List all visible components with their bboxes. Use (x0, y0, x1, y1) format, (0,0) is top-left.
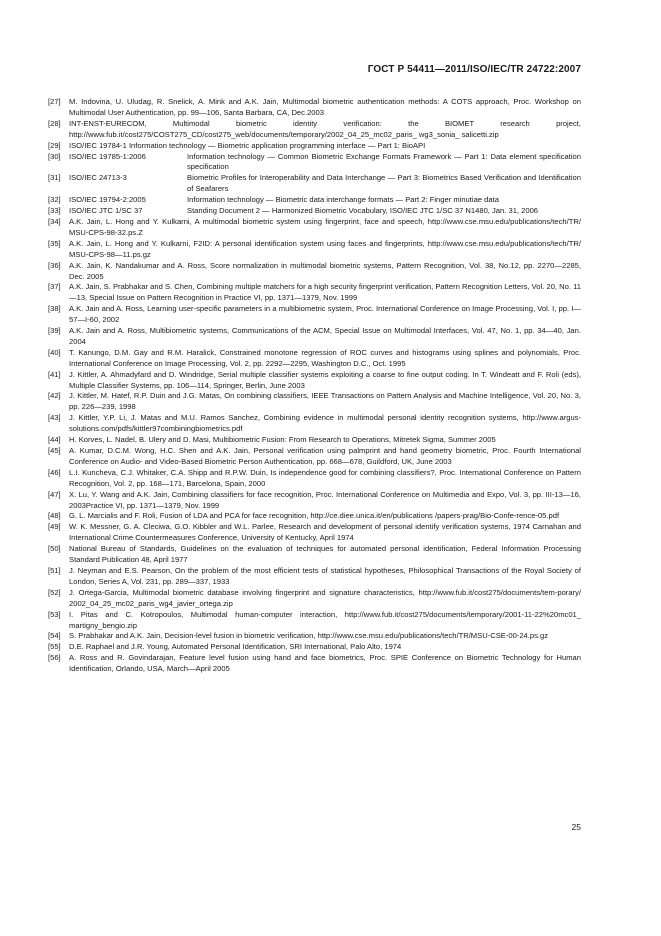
reference-item (48, 206, 581, 217)
reference-item (48, 152, 581, 174)
reference-number: [49] (48, 522, 61, 532)
reference-number: [30] (48, 151, 61, 161)
reference-item (48, 391, 581, 413)
reference-text: I. Pitas and C. Kotropoulos, Multimodal human-computer interaction, http://www.fub.it/cost275/documents/temporary/2001-11-22%20mc01_ martigny_bengio.zip (69, 609, 581, 630)
reference-number: [54] (48, 631, 61, 641)
document-header: ГОСТ Р 54411—2011/ISO/IEC/TR 24722:2007 (367, 64, 581, 75)
reference-number: [52] (48, 587, 61, 597)
reference-text: A. Ross and R. Govindarajan, Feature level fusion using hand and face biometrics, Proc. SPIE Conference on Biometric Technology for Human Identification, Orlando, USA, March—April 2005 (69, 653, 581, 674)
reference-text: J. Kittler, A. Ahmadyfard and D. Windridge, Serial multiple classifier systems exploiting a coarse to fine output coding. In T. Windeatt and F. Roli (eds), Multiple Classifier Systems, pp. 106—114, Springer, Berlin, June 2003 (69, 369, 581, 390)
reference-number: [42] (48, 391, 61, 401)
reference-item (48, 522, 581, 544)
reference-number: [35] (48, 238, 61, 248)
reference-number: [41] (48, 369, 61, 379)
reference-number: [38] (48, 304, 61, 314)
reference-standard-code: ISO/IEC 19785-1:2006 (69, 151, 146, 161)
reference-item (48, 631, 581, 642)
reference-item (48, 326, 581, 348)
reference-number: [51] (48, 565, 61, 575)
reference-text: G. L. Marcialis and F. Roli, Fusion of LDA and PCA for face recognition, http://ce.diee.unica.it/en/publications /papers-prag/Bio-Confe-rence-05.pdf (69, 511, 560, 521)
reference-item (48, 435, 581, 446)
reference-item (48, 446, 581, 468)
reference-number: [55] (48, 642, 61, 652)
reference-text: L.I. Kuncheva, C.J. Whitaker, C.A. Shipp and R.P.W. Duin, Is independence good for combining classifiers?, Proc. International Conference on Pattern Recognition, Vol. 2, pp. 168—171, Barcelona, Spain, 2000 (69, 467, 581, 488)
reference-number: [46] (48, 467, 61, 477)
reference-item (48, 239, 581, 261)
reference-text: A.K. Jain, L. Hong and Y. Kulkarni, F2ID: A personal identification system using faces and fingerprints, http://www.cse.msu.edu/publications/tech/TR/ MSU-CPS-98—11.ps.gz (69, 238, 581, 259)
reference-number: [27] (48, 97, 61, 106)
reference-standard-title: Information technology — Biometric data interchange formats — Part 2: Finger minutiae data (187, 195, 499, 205)
reference-text: S. Prabhakar and A.K. Jain, Decision-level fusion in biometric verification, http://www.cse.msu.edu/publications/tech/TR/MSU-CSE-00-24.ps.gz (69, 631, 549, 641)
reference-number: [44] (48, 435, 61, 445)
reference-text: A.K. Jain, K. Nandakumar and A. Ross, Score normalization in multimodal biometric systems, Pattern Recognition, Vol. 38, No.12, pp. 2270—2285, Dec. 2005 (69, 260, 581, 281)
reference-item (48, 642, 581, 653)
reference-standard-code: ISO/IEC 24713-3 (69, 173, 127, 183)
reference-number: [29] (48, 140, 61, 150)
reference-item (48, 370, 581, 392)
reference-item (48, 304, 581, 326)
reference-item (48, 97, 581, 119)
reference-text: W. K. Messner, G. A. Cleciwa, G.O. Kibbler and W.L. Parlee, Research and development of personal identify verification systems, 1974 Carnahan and International Crime Countermeasures Conference, University of Kentucky, April 1974 (69, 522, 581, 543)
reference-number: [33] (48, 206, 61, 216)
reference-text: ISO/IEC 19784-1 Information technology — Biometric application programming interface — Part 1: BioAPI (69, 140, 426, 150)
reference-number: [37] (48, 282, 61, 292)
reference-number: [50] (48, 544, 61, 554)
reference-item (48, 173, 581, 195)
reference-text: J. Kittler, M. Hatef, R.P. Duin and J.G. Matas, On combining classifiers, IEEE Transactions on Pattern Analysis and Machine Intelligence, Vol. 20, No. 3, pp. 226—239, 1998 (69, 391, 581, 412)
reference-item (48, 119, 581, 141)
reference-text: A.K. Jain, L. Hong and Y. Kulkarni, A multimodal biometric system using fingerprint, face and speech, http://www.cse.msu.edu/publications/tech/TR/ MSU-CPS-98-32.ps.Z (69, 216, 581, 237)
reference-text: J. Neyman and E.S. Pearson, On the problem of the most efficient tests of statistical hypotheses, Philosophical Transactions of the Royal Society of London, Series A, Vol. 231, pp. 289—337, 1933 (69, 565, 581, 586)
reference-item (48, 195, 581, 206)
reference-item (48, 490, 581, 512)
reference-item (48, 566, 581, 588)
reference-standard-title: Standing Document 2 — Harmonized Biometric Vocabulary, ISO/IEC JTC 1/SC 37 N1480, Jan. 31, 2006 (187, 206, 539, 216)
reference-text: A.K. Jain, S. Prabhakar and S. Chen, Combining multiple matchers for a high security fingerprint verification, Pattern Recognition Letters, Vol. 20, No. 11—13, Special Issue on Pattern Recognition in Practice VI, pp. 1371—1379, Nov. 1999 (69, 282, 581, 303)
reference-item (48, 217, 581, 239)
reference-number: [28] (48, 118, 61, 128)
reference-number: [43] (48, 413, 61, 423)
reference-text: H. Korves, L. Nadel, B. Ulery and D. Masi, Multibiometric Fusion: From Research to Operations, Mitretek Sigma, Summer 2005 (69, 435, 496, 445)
reference-number: [39] (48, 326, 61, 336)
reference-text: National Bureau of Standards, Guidelines on the evaluation of techniques for automated personal identification, Federal Information Processing Standard Publication 48, April 1977 (69, 544, 581, 565)
reference-list (48, 97, 581, 675)
reference-item (48, 544, 581, 566)
reference-text: D.E. Raphael and J.R. Young, Automated Personal Identification, SRI International, Palo Alto, 1974 (69, 642, 402, 652)
reference-item (48, 653, 581, 675)
reference-text: T. Kanungo, D.M. Gay and R.M. Haralick, Constrained monotone regression of ROC curves and histograms using splines and polynomials, Proc. International Conference on Image Processing, Vol. 2, pp. 2292—2295, Washington D.C., Oct. 1995 (69, 347, 581, 368)
reference-text: J. Kittler, Y.P. Li, J. Matas and M.U. Ramos Sanchez, Combining evidence in multimodal personal identity recognition systems, http://www.argus-solutions.com/pdfs/kittler97combiningbiometrics.pdf (69, 413, 581, 434)
reference-number: [47] (48, 489, 61, 499)
reference-text: A.K. Jain and A. Ross, Learning user-specific parameters in a multibiometric system, Proc. International Conference on Image Processing, Vol. I, pp. I—57—I-60, 2002 (69, 304, 581, 325)
reference-standard-title: Biometric Profiles for Interoperability and Data Interchange — Part 3: Biometrics Based Verification and Identification of Seafarers (187, 173, 581, 194)
reference-standard-code: ISO/IEC 19794-2:2005 (69, 195, 146, 205)
reference-item (48, 348, 581, 370)
reference-number: [34] (48, 216, 61, 226)
reference-text: J. Ortega-Garcia, Multimodal biometric database involving fingerprint and signature characteristics, http://www.fub.it/cost275/documents/tem-porary/ 2002_04_25_mc02_paris_wg4_javier_ortega.zip (69, 587, 581, 608)
reference-text: INT-ENST-EURECOM, Multimodal biometric identity verification: the BIOMET research project, http://www.fub.it/cost275/COST275_CD/cost275_web/documents/temporary/2002_04_25_mc02_paris_ wg3_sonia_ salicetti.zip (69, 118, 581, 139)
reference-item (48, 413, 581, 435)
reference-number: [56] (48, 653, 61, 663)
reference-item (48, 511, 581, 522)
reference-item (48, 610, 581, 632)
reference-number: [31] (48, 173, 61, 183)
reference-item (48, 588, 581, 610)
reference-item (48, 261, 581, 283)
reference-number: [40] (48, 347, 61, 357)
reference-standard-title: Information technology — Common Biometric Exchange Formats Framework — Part 1: Data element specification specification (187, 151, 581, 172)
reference-text: A. Kumar, D.C.M. Wong, H.C. Shen and A.K. Jain, Personal verification using palmprint and hand geometry biometric, Proc. Fourth International Conference on Audio- and Video-Based Biometric Person Authentication, pp. 668—678, Guildford, UK, June 2003 (69, 446, 581, 466)
reference-text: X. Lu, Y. Wang and A.K. Jain, Combining classifiers for face recognition, Proc. International Conference on Multimedia and Expo, Vol. 3, pp. III-13—16, 2003Practice VI, pp. 1371—1379, Nov. 1999 (69, 489, 581, 510)
reference-number: [53] (48, 609, 61, 619)
reference-item (48, 141, 581, 152)
reference-number: [32] (48, 195, 61, 205)
reference-number: [36] (48, 260, 61, 270)
page-number: 25 (571, 822, 581, 832)
reference-number: [45] (48, 446, 61, 455)
reference-text: M. Indovina, U. Uludag, R. Snelick, A. Mink and A.K. Jain, Multimodal biometric authentication methods: A COTS approach, Proc. Workshop on Multimodal User Authentication, pp. 99—106, Santa Barbara, CA, Dec.2003 (69, 97, 581, 117)
reference-number: [48] (48, 511, 61, 521)
reference-text: A.K. Jain and A. Ross, Multibiometric systems, Communications of the ACM, Special Issue on Multimodal Interfaces, Vol. 47, No. 1, pp. 34—40, Jan. 2004 (69, 326, 581, 346)
reference-item (48, 468, 581, 490)
reference-standard-code: ISO/IEC JTC 1/SC 37 (69, 206, 143, 216)
reference-item (48, 282, 581, 304)
